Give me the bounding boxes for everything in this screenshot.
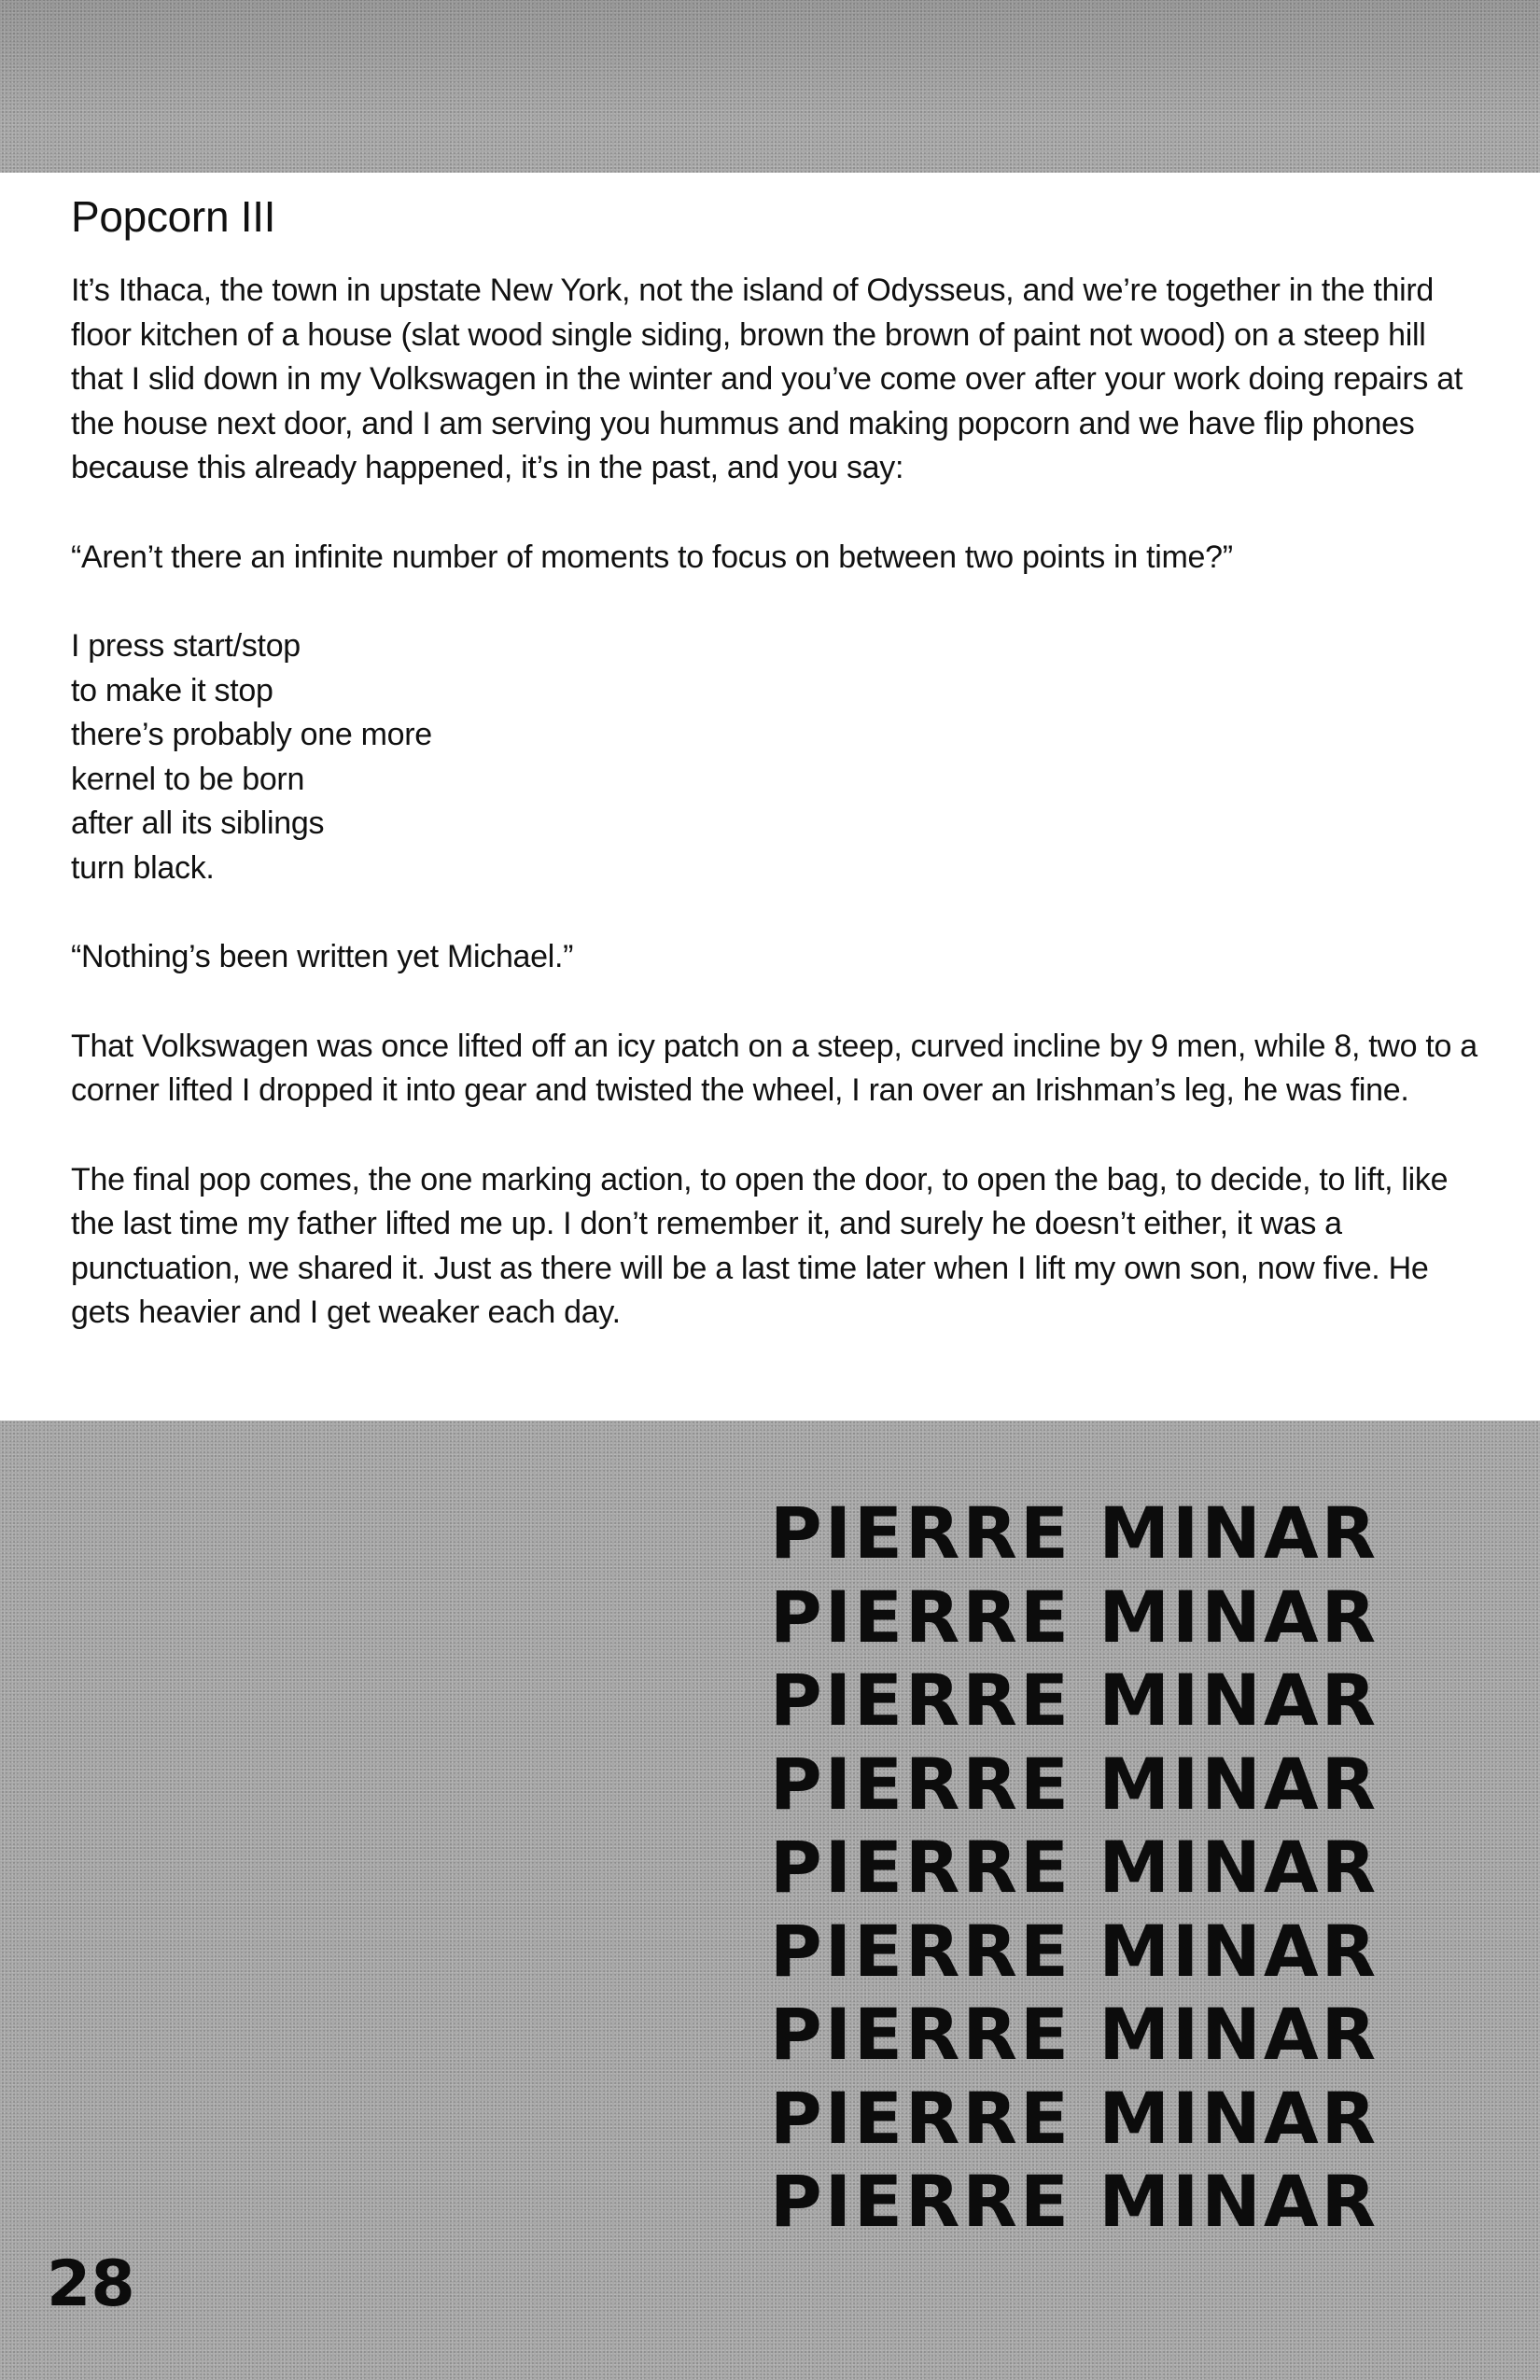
author-name-line: PIERRE MINAR <box>770 1993 1379 2076</box>
paragraph-3: The final pop comes, the one marking action, to open the door, to open the bag, to decide, to lift, like the last time my father lifted me up. I don’t remember it, and surely he doesn’t either, it was a punctuation, we shared it. Just as there will be a last time later when I lift my own son, now five. He gets heavier and I get weaker each day. <box>71 1161 1449 1331</box>
page-number: 28 <box>47 2247 135 2321</box>
quote-1: “Aren’t there an infinite number of moments to focus on between two points in time?” <box>71 539 1233 575</box>
paragraph-2: That Volkswagen was once lifted off an icy patch on a steep, curved incline by 9 men, while 8, two to a corner lifted I dropped it into gear and twisted the wheel, I ran over an Irishman’s leg, he was fine. <box>71 1028 1477 1109</box>
verse-line: there’s probably one more <box>71 717 432 753</box>
verse-line: turn black. <box>71 849 215 886</box>
verse-line: kernel to be born <box>71 761 305 797</box>
author-name-line: PIERRE MINAR <box>770 2160 1379 2243</box>
top-gray-band <box>0 0 1540 173</box>
verse-stanza <box>71 624 1484 890</box>
quote-2: “Nothing’s been written yet Michael.” <box>71 939 574 975</box>
author-name-line: PIERRE MINAR <box>770 1742 1379 1826</box>
author-name-line: PIERRE MINAR <box>770 1826 1379 1909</box>
author-name-line: PIERRE MINAR <box>770 2076 1379 2160</box>
paragraph-1: It’s Ithaca, the town in upstate New York, not the island of Odysseus, and we’re together in the third floor kitchen of a house (slat wood single siding, brown the brown of paint not wood) on a steep hill that I slid down in my Volkswagen in the winter and you’ve come over after your work doing repairs at the house next door, and I am serving you hummus and making popcorn and we have flip phones because this already happened, it’s in the past, and you say: <box>71 273 1463 486</box>
author-name-block <box>770 1491 1498 2244</box>
verse-line: I press start/stop <box>71 628 301 665</box>
author-name-line: PIERRE MINAR <box>770 1659 1379 1742</box>
verse-line: after all its siblings <box>71 805 325 842</box>
text-panel <box>0 173 1540 1421</box>
author-name-line: PIERRE MINAR <box>770 1575 1379 1659</box>
verse-line: to make it stop <box>71 672 273 708</box>
author-name-line: PIERRE MINAR <box>770 1909 1379 1993</box>
poem-title: Popcorn III <box>71 192 276 241</box>
author-name-line: PIERRE MINAR <box>770 1491 1379 1575</box>
